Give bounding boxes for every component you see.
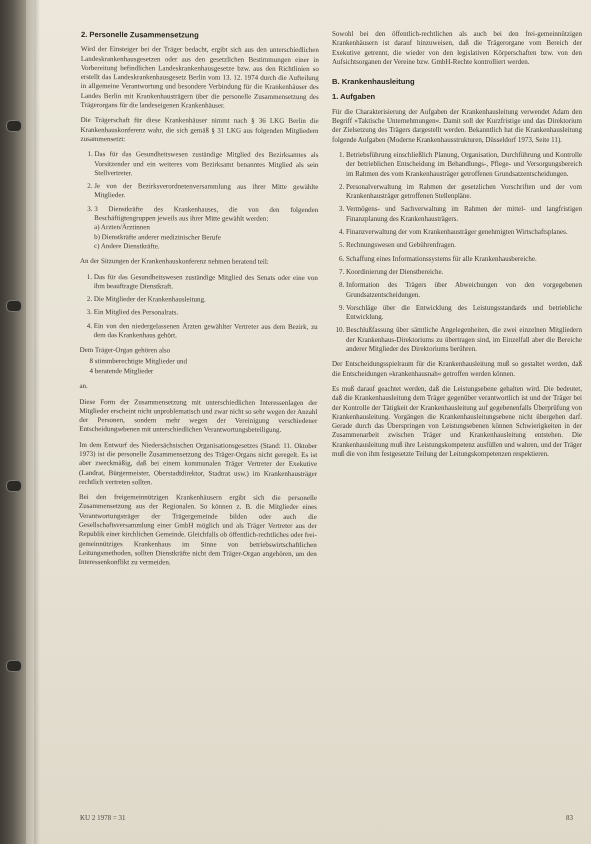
list-item: 4. Finanzverwaltung der vom Krankenhausträger genehmigten Wirtschaftsplanes. xyxy=(346,228,582,237)
subsection-heading: 1. Aufgaben xyxy=(332,92,376,102)
list-item: 3. Vermögens- und Sachverwaltung im Rahmen der mittel- und langfristigen Finanzplanung des Krankenhausträgers. xyxy=(346,205,582,224)
page-number: 83 xyxy=(566,814,573,822)
list-item: 10. Beschlußfassung über sämtliche Angelegenheiten, die zwei einzelnen Mitgliedern der Krankenhaus-Direktoriums zu übertragen sind, im Einzelfall aber die Bereiche anderer Mitglieder des Direktoriums berühren. xyxy=(346,326,582,354)
list-item: 8 stimmberechtigte Mitglieder und xyxy=(89,356,187,366)
paragraph: Wird der Einsteiger bei der Träger bedacht, ergibt sich aus den unterschiedlichen Landeskrankenhausgesetzen oder aus den gesetzlichen Bestimmungen einer in Vorbereitung befindlichen Landeskrankenhausgesetze bzw. aus den Richtlinien so erstellt das Landeskrankenhausgesetz Berlin vom 13. 12. 1974 durch die Aufteilung in allgemeine Verantwortung und besondere Verbindung für die Krankenhäuser des Landes Berlin mit Krankenhausträgern über die personelle Zusammensetzung des Trägerorgans für die landeseigenen Krankenhäuser. xyxy=(80,45,319,110)
list-item: 1. Das für das Gesundheitswesen zuständige Mitglied des Bezirksamtes als Vorsitzender und ein weiteres vom Bezirksamt benanntes Mitglied als sein Stellvertreter. xyxy=(94,150,318,179)
page-fold-shadow xyxy=(34,0,40,844)
tasks-list xyxy=(332,151,582,354)
list-item: 2. Je von der Bezirksverordnetenversammlung aus ihrer Mitte gewählte Mitglieder. xyxy=(94,182,318,202)
member-count-list xyxy=(79,357,317,378)
paragraph: Bei den freigemeinnützigen Krankenhäusern ergibt sich die personelle Zusammensetzung aus der Regionalen. So können z. B. die Mitglieder eines Verantwortungsträger der Trägergemeinde bilden oder auch die Gesellschaftsversammlung einer GmbH möglich und als Träger Vertreter aus der Republik einer kirchlichen Gemeinde. Gleichfalls ob öffentlich-rechtliches oder frei-gemeinnütziges Krankenhaus im Sinne von betriebswirtschaftlichen Leitungsmethoden, sollten Dienstkräfte nicht dem Träger-Organ angehören, um den Interessenkonflikt zu vermeiden. xyxy=(78,493,317,567)
list-item: 2. Die Mitglieder der Krankenhausleitung. xyxy=(94,295,318,305)
list-item: 9. Vorschläge über die Entwicklung des Leistungsstandards und betriebliche Entwicklung. xyxy=(346,304,582,323)
paragraph: an. xyxy=(79,382,88,391)
list-item: 6. Schaffung eines Informationssystems für alle Krankenhausbereiche. xyxy=(346,255,582,264)
sub-item: b) Dienstkräfte anderer medizinischer Berufe xyxy=(94,232,221,242)
binder-strip xyxy=(26,0,34,844)
paragraph: Für die Charakterisierung der Aufgaben der Krankenhausleitung verwendet Adam den Begriff »Taktische Unternehmungen«. Damit soll der Kurzfristige und das Direktorium der Zielsetzung des Trägers dargestellt werden. Bekanntlich hat die Krankenhausleitung folgende Aufgaben (Moderne Krankenhausstrukturen, Düsseldorf 1973, Seite 11). xyxy=(332,107,582,144)
list-item: 4. Ein von den niedergelassenen Ärzten gewählter Vertreter aus dem Bezirk, zu dem das Krankenhaus gehört. xyxy=(94,322,318,342)
sub-item: c) Andere Dienstkräfte. xyxy=(94,241,160,251)
sub-item: a) Arzten/Ärztinnen xyxy=(94,223,150,232)
list-item: 3. Ein Mitglied des Personalrats. xyxy=(94,308,318,318)
section-heading: 2. Personelle Zusammensetzung xyxy=(80,30,199,40)
document-page xyxy=(34,0,591,844)
binder-ring xyxy=(6,480,22,492)
left-column xyxy=(79,30,319,575)
paragraph: Es muß darauf geachtet werden, daß die Leistungsebene gehalten wird. Die bedeutet, daß die Krankenhausleitung dem Träger gegenüber verantwortlich ist und der Träger bei der Kontrolle der Tätigkeit der Krankenhausleitung auf gegebenenfalls Überprüfung von Krankenhausleitung. Vorgängen die Krankenhausleitungsebene nicht übergehen darf. Gerade durch das Überspringen von Leistungsebenen können Schwierigkeiten in der Zusammenarbeit zwischen Träger und Krankenhausleitung entstehen. Die Krankenhausleitung muß ihre Leistungskompetenz ausfüllen und wahren, und der Träger muß die von ihm festgesetzte Teilung der Leitungskompetenzen respektieren. xyxy=(332,384,582,458)
member-list xyxy=(80,150,318,252)
paragraph: An der Sitzungen der Krankenhauskonferenz nehmen beratend teil: xyxy=(79,257,269,267)
advisory-list xyxy=(80,273,318,342)
list-item: 1. Das für das Gesundheitswesen zuständige Mitglied des Senats oder eine von ihm beauftragte Dienstkraft. xyxy=(94,273,318,293)
paragraph: Im dem Entwurf des Niedersächsischen Organisationsgesetzes (Stand: 11. Oktober 1973) ist die personelle Zusammensetzung des Träger-Organs nicht geregelt. Es ist aber zweckmäßig, daß bei einem kommunalen Träger Vertreter der Exekutive (Landrat, Bürgermeister, Oberstadtdirektor, Stadtrat usw.) im Krankenhausträger rechtlich vertreten sollten. xyxy=(79,440,318,487)
list-item: 1. Betriebsführung einschließlich Planung, Organisation, Durchführung und Kontrolle der betrieblichen Entscheidung im Behandlungs-, Pflege- und Versorgungsbereich im Rahmen des vom Krankenhausträger getroffenen Grundsatzentscheidungen. xyxy=(346,151,582,179)
binder-ring xyxy=(6,660,22,672)
paragraph: Die Trägerschaft für diese Krankenhäuser nimmt nach § 36 LKG Berlin die Krankenhauskonferenz wahr, die sich gemäß § 31 LKG aus folgenden Mitgliedern zusammensetzt: xyxy=(80,116,319,144)
paragraph: Sowohl bei den öffentlich-rechtlichen als auch bei den frei-gemeinnützigen Krankenhäusern ist darauf hinzuweisen, daß die Trägerorgane vom Bereich der Exekutive getrennt, die wieder von den legislativen Körperschaften bzw. von den Aufsichtsorganen der Vereine bzw. GmbH-Rechte kontrolliert werden. xyxy=(332,30,582,66)
list-item: 5. Rechnungswesen und Gebührenfragen. xyxy=(346,241,582,250)
list-item: 2. Personalverwaltung im Rahmen der gesetzlichen Vorschriften und der vom Krankenhausträger getroffenen Stellenpläne. xyxy=(346,183,582,202)
footer-journal: KU 2 1978 = 31 xyxy=(80,814,126,822)
paragraph: Diese Form der Zusammensetzung mit unterschiedlichen Interessenlagen der Mitglieder erscheint nicht unproblematisch und zwar nicht so sehr wegen der Anzahl der Personen, sondern mehr wegen der Vereinigung verschiedener Entscheidungsebenen mit unterschiedlichen Verantwortungsbeteiligung. xyxy=(79,397,318,435)
binder-ring xyxy=(6,120,22,132)
paragraph: Der Entscheidungsspielraum für die Krankenhausleitung muß so gestaltet werden, daß die Entscheidungen »krankenhausnah« getroffen werden können. xyxy=(332,360,582,378)
list-item: 7. Koordinierung der Dienstbereiche. xyxy=(346,268,582,277)
right-column xyxy=(332,30,582,465)
list-item-text: 3 Dienstkräfte des Krankenhauses, die von den folgenden Beschäftigtengruppen jeweils aus ihrer Mitte gewählt werden: xyxy=(94,204,319,223)
list-item: 4 beratende Mitglieder xyxy=(89,366,154,376)
list-item xyxy=(94,205,318,252)
binder-ring xyxy=(6,300,22,312)
list-item: 8. Information des Trägers über Abweichungen von den vorgegebenen Grundsatzentscheidungen. xyxy=(346,281,582,300)
section-heading: B. Krankenhausleitung xyxy=(332,77,415,87)
paragraph: Dem Träger-Organ gehören also xyxy=(79,346,171,355)
